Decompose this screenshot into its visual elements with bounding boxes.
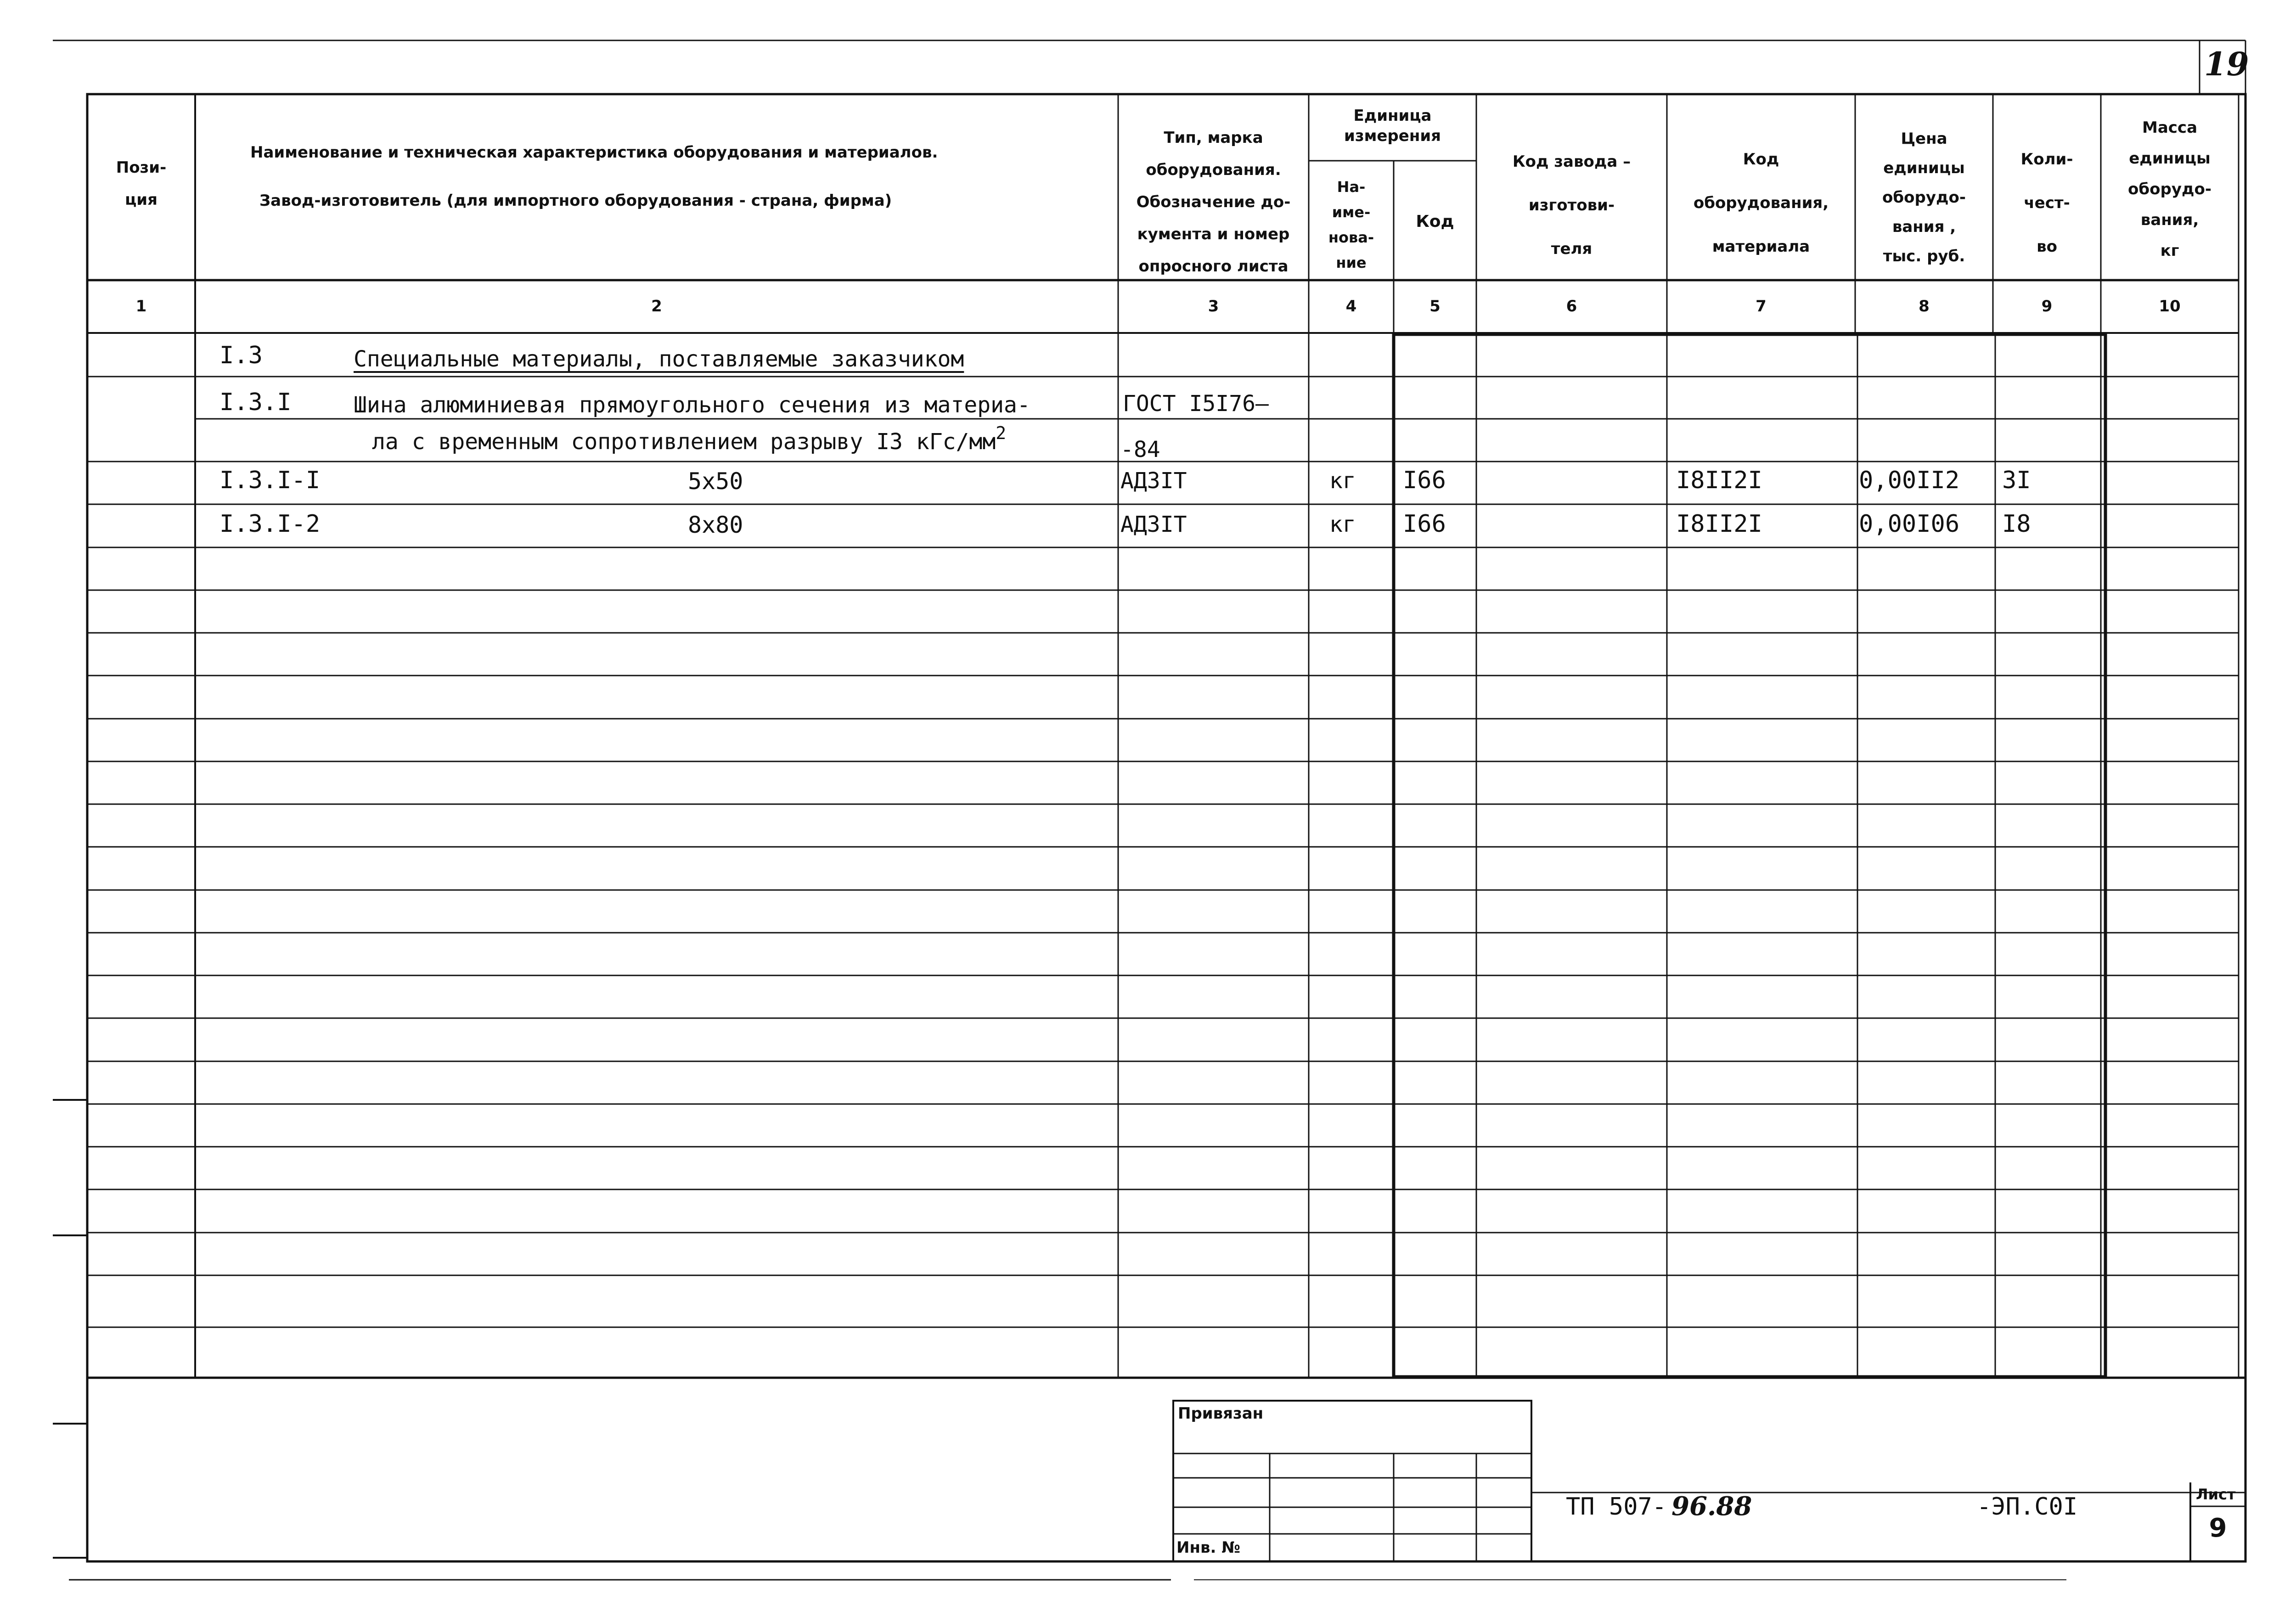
header-material-code: Код оборудования, материала	[1693, 150, 1829, 256]
linked-label: Привязан	[1178, 1404, 1264, 1423]
sub2-position: I.3.I-2	[219, 510, 321, 538]
header-unit-code: Код	[1416, 212, 1454, 231]
section-title: Специальные материалы, поставляемые заказчиком	[354, 346, 964, 372]
sub1-type: АД3IТ	[1120, 468, 1187, 494]
col-number-1: 1	[135, 297, 147, 315]
sub1-size: 5x50	[688, 468, 743, 495]
sub2-price: 0,00I06	[1859, 510, 1960, 538]
doc-suffix: -ЭП.С0I	[1977, 1493, 2078, 1521]
col-number-7: 7	[1756, 297, 1767, 315]
col-number-3: 3	[1208, 297, 1219, 315]
sub2-size: 8x80	[688, 512, 743, 538]
col-number-4: 4	[1345, 297, 1357, 315]
sub1-material-code: I8II2I	[1676, 467, 1762, 494]
page-number: 19	[2204, 45, 2249, 83]
doc-number-handwritten: 96.88	[1671, 1491, 1752, 1521]
sub1-position: I.3.I-I	[219, 467, 321, 494]
header-position: Пози- ция	[116, 158, 167, 209]
header-type: Тип, марка оборудования. Обозначение до- кумента и номер опросного листа	[1136, 129, 1291, 276]
section-position: I.3	[219, 342, 263, 369]
header-factory-code: Код завода – изготови- теля	[1512, 152, 1631, 258]
item-name-line2: ла с временным сопротивлением разрыву I3 кГс/$мм^2$	[372, 423, 1007, 455]
item-name-line1: Шина алюминиевая прямоугольного сечения из материа-	[354, 392, 1030, 418]
header-price: Цена единицы оборудо- вания , тыс. руб.	[1882, 130, 1966, 265]
sub2-type: АД3IТ	[1120, 512, 1187, 537]
sub1-unit-code: I66	[1403, 467, 1446, 494]
sheet-number: 9	[2209, 1513, 2227, 1543]
header-unit-group: Единица измерения	[1344, 107, 1441, 145]
header-unit-name: На- име- нова- ние	[1328, 178, 1374, 271]
col-number-10: 10	[2159, 297, 2181, 315]
header-quantity: Коли- чест- во	[2020, 150, 2073, 256]
header-mass: Масса единицы оборудо- вания, кг	[2128, 118, 2212, 260]
col-number-2: 2	[651, 297, 662, 315]
sheet-label: Лист	[2196, 1486, 2236, 1503]
inventory-number-label: Инв. №	[1176, 1538, 1241, 1557]
item-type-line2: -84	[1120, 437, 1160, 462]
doc-prefix: ТП 507-	[1566, 1493, 1667, 1521]
col-number-9: 9	[2041, 297, 2053, 315]
col-number-6: 6	[1566, 297, 1577, 315]
sub1-price: 0,00II2	[1859, 467, 1960, 494]
col-number-5: 5	[1429, 297, 1441, 315]
item-type-line1: ГОСТ I5I76–	[1123, 391, 1269, 417]
header-name-line2: Завод-изготовитель (для импортного оборудования - страна, фирма)	[259, 192, 892, 210]
sub2-quantity: I8	[2002, 510, 2031, 538]
item-position: I.3.I	[219, 389, 292, 416]
sub1-unit: кг	[1329, 468, 1356, 494]
sub2-unit-code: I66	[1403, 510, 1446, 538]
sub2-material-code: I8II2I	[1676, 510, 1762, 538]
col-number-8: 8	[1919, 297, 1930, 315]
sub1-quantity: 3I	[2002, 467, 2031, 494]
sub2-unit: кг	[1329, 512, 1356, 537]
header-name-line1: Наименование и техническая характеристика оборудования и материалов.	[250, 143, 938, 162]
